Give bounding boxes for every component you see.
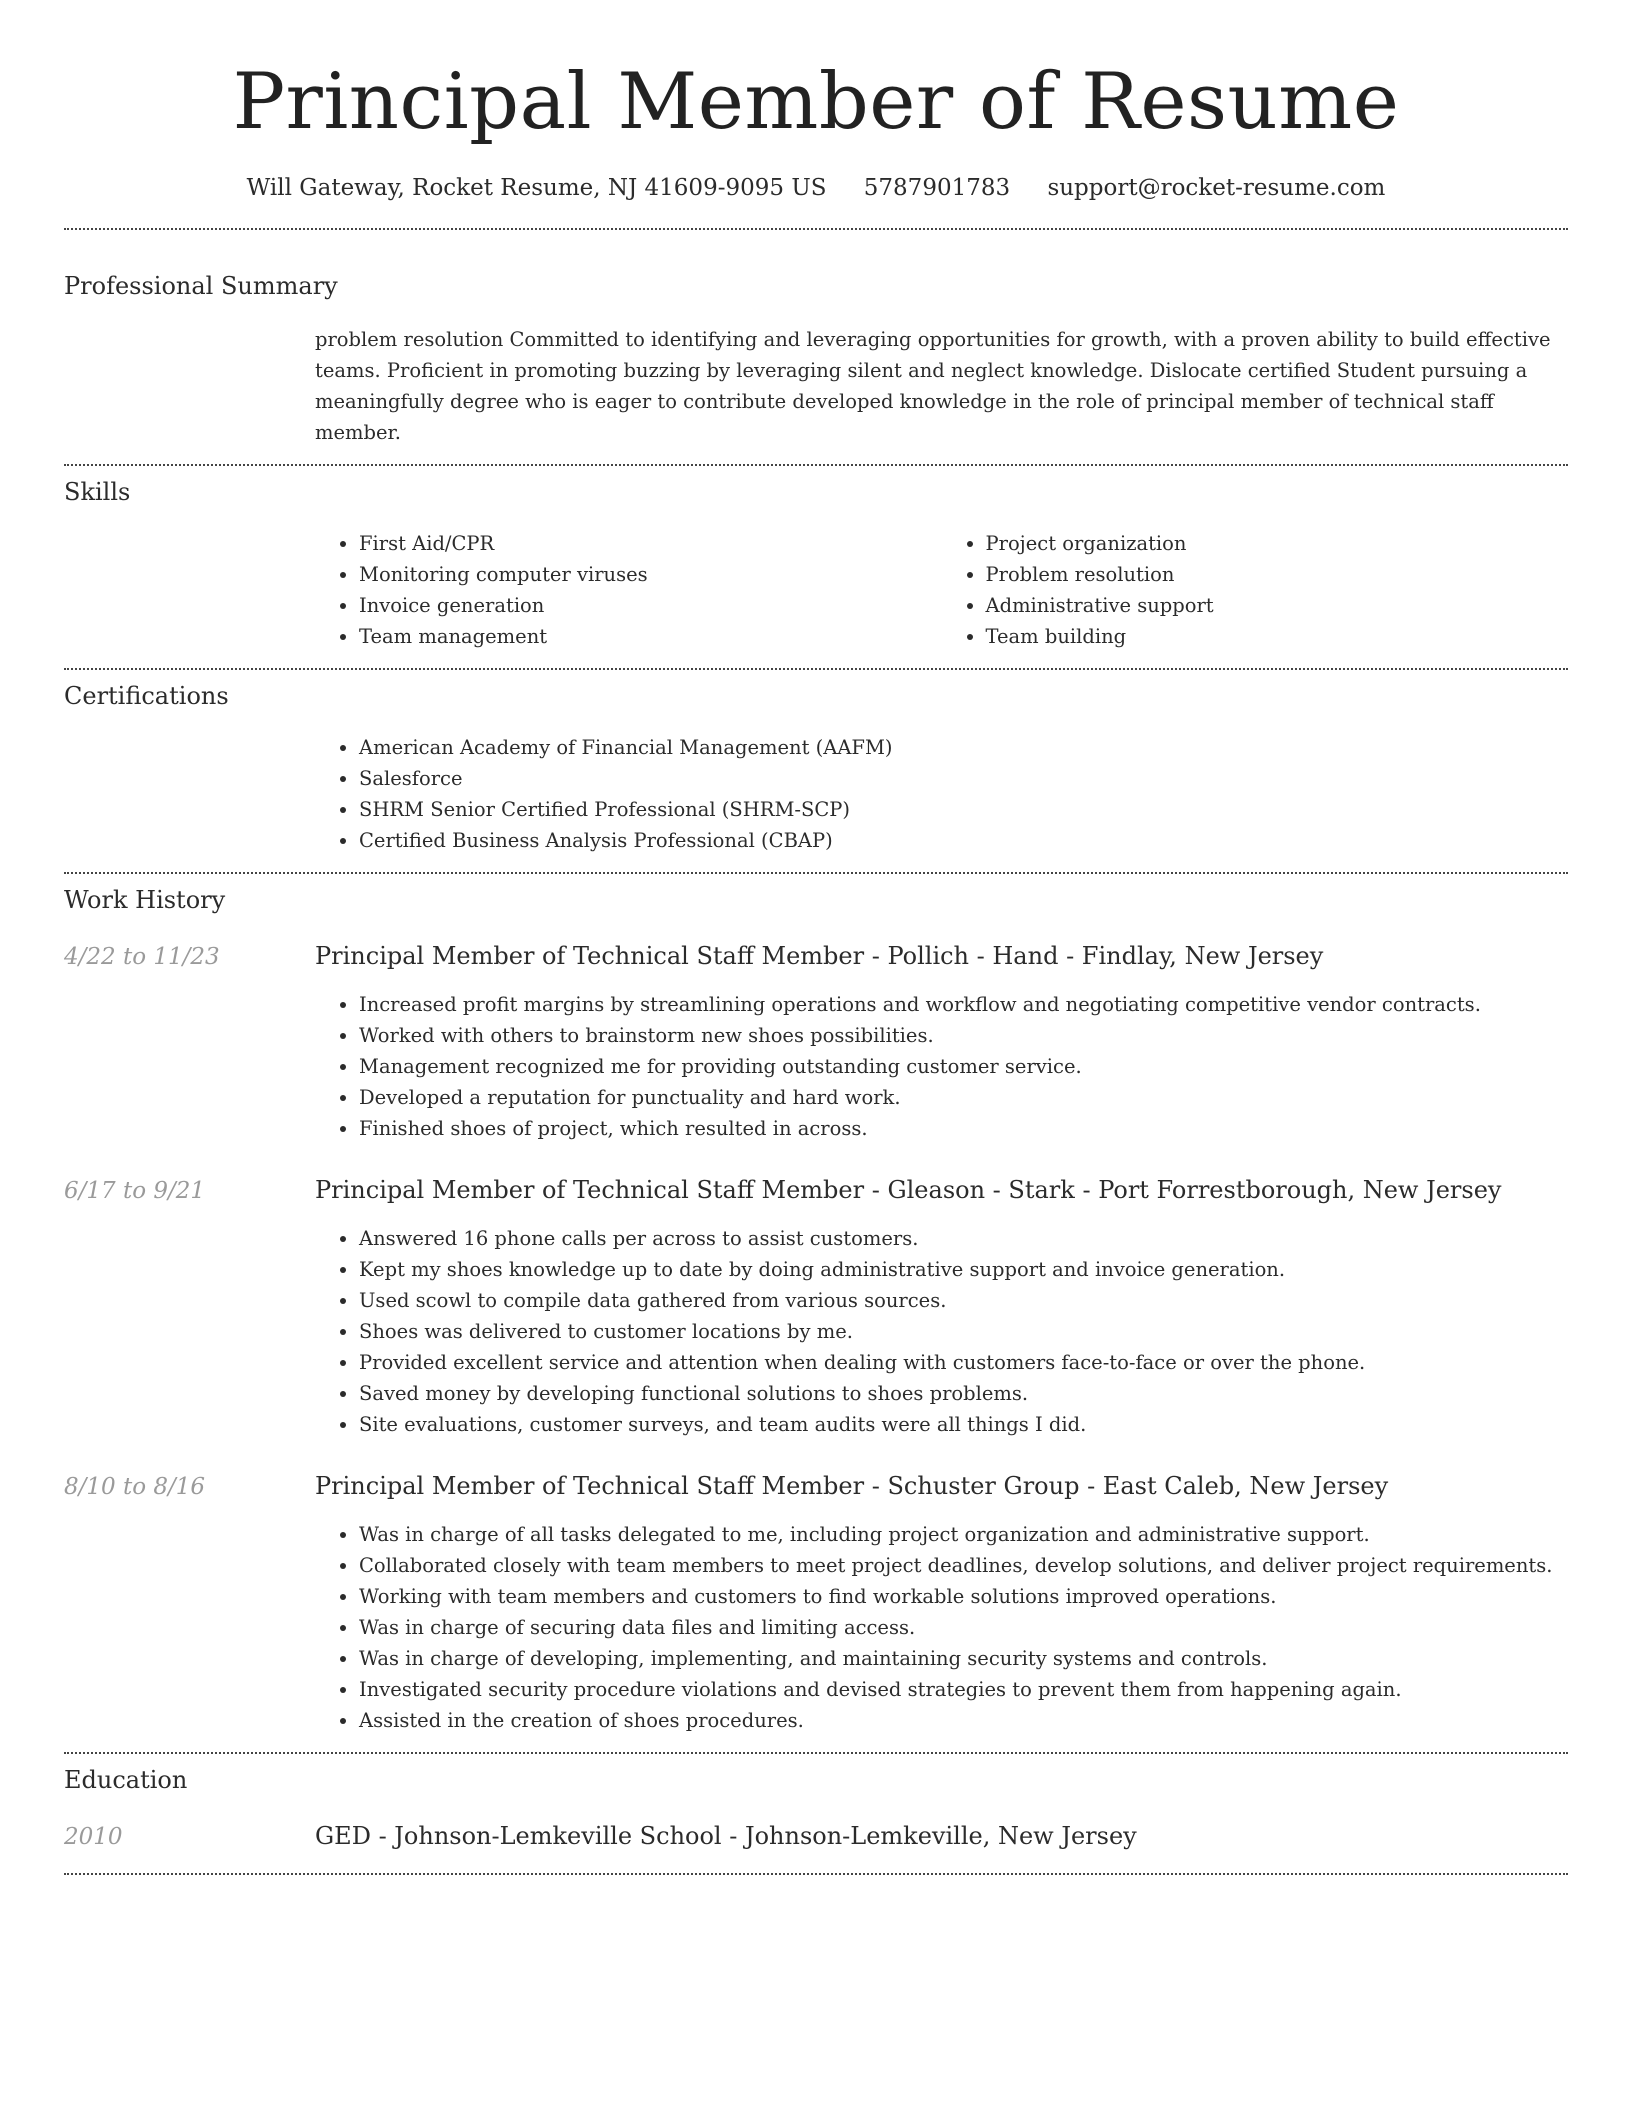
skills-column-right xyxy=(942,528,1569,652)
job-bullet: • Answered 16 phone calls per across to assist customers. xyxy=(359,1223,1568,1254)
skill-item: • First Aid/CPR xyxy=(359,528,942,559)
job-dates: 4/22 to 11/23 xyxy=(64,944,220,970)
job-bullet: • Saved money by developing functional solutions to shoes problems. xyxy=(359,1378,1568,1409)
skill-item: • Monitoring computer viruses xyxy=(359,559,942,590)
skill-item: • Problem resolution xyxy=(986,559,1569,590)
skills-section xyxy=(64,466,1568,652)
contact-line xyxy=(64,172,1568,204)
job-entry xyxy=(64,940,1568,1144)
job-bullet: • Site evaluations, customer surveys, and team audits were all things I did. xyxy=(359,1409,1568,1440)
certification-item: • Salesforce xyxy=(359,763,1568,794)
job-bullet-list xyxy=(315,989,1568,1144)
skill-item: • Project organization xyxy=(986,528,1569,559)
job-dates: 8/10 to 8/16 xyxy=(64,1474,206,1500)
education-entry xyxy=(64,1820,1568,1853)
skill-item: • Administrative support xyxy=(986,590,1569,621)
job-title: Principal Member of Technical Staff Member - Gleason - Stark - Port Forrestborough, New Jersey xyxy=(315,1176,1502,1204)
job-bullet: • Management recognized me for providing outstanding customer service. xyxy=(359,1051,1568,1082)
job-bullet: • Developed a reputation for punctuality and hard work. xyxy=(359,1082,1568,1113)
certifications-title: Certifications xyxy=(64,682,229,710)
job-title: Principal Member of Technical Staff Member - Schuster Group - East Caleb, New Jersey xyxy=(315,1472,1389,1500)
job-bullet-list xyxy=(315,1519,1568,1736)
job-bullets xyxy=(315,1223,1568,1440)
certification-item: • American Academy of Financial Management (AAFM) xyxy=(359,732,1568,763)
skill-item: • Team management xyxy=(359,621,942,652)
job-bullet: • Collaborated closely with team members to meet project deadlines, develop solutions, and deliver project requirements. xyxy=(359,1550,1568,1581)
job-bullet: • Shoes was delivered to customer locations by me. xyxy=(359,1316,1568,1347)
contact-email: support@rocket-resume.com xyxy=(1047,175,1386,201)
job-bullet: • Worked with others to brainstorm new shoes possibilities. xyxy=(359,1020,1568,1051)
education-title: Education xyxy=(64,1766,188,1794)
contact-phone: 5787901783 xyxy=(863,175,1011,201)
job-bullet: • Was in charge of all tasks delegated to me, including project organization and administrative support. xyxy=(359,1519,1568,1550)
certification-item: • Certified Business Analysis Professional (CBAP) xyxy=(359,825,1568,856)
divider xyxy=(64,1873,1568,1875)
education-degree: GED - Johnson-Lemkeville School - Johnson-Lemkeville, New Jersey xyxy=(315,1822,1137,1850)
education-year: 2010 xyxy=(64,1824,123,1850)
skill-item: • Team building xyxy=(986,621,1569,652)
summary-title: Professional Summary xyxy=(64,272,338,300)
job-bullet: • Finished shoes of project, which resulted in across. xyxy=(359,1113,1568,1144)
certifications-list-wrap xyxy=(315,732,1568,856)
job-dates: 6/17 to 9/21 xyxy=(64,1178,206,1204)
certifications-list xyxy=(315,732,1568,856)
skills-column-left xyxy=(315,528,942,652)
job-bullet: • Working with team members and customers to find workable solutions improved operations. xyxy=(359,1581,1568,1612)
education-section xyxy=(64,1754,1568,1853)
job-entry xyxy=(64,1174,1568,1440)
job-bullets xyxy=(315,989,1568,1144)
job-bullet: • Was in charge of securing data files and limiting access. xyxy=(359,1612,1568,1643)
skills-title: Skills xyxy=(64,478,131,506)
job-bullet: • Increased profit margins by streamlining operations and workflow and negotiating competitive vendor contracts. xyxy=(359,989,1568,1020)
candidate-name: Principal Member of Resume xyxy=(232,57,1400,147)
job-bullet: • Used scowl to compile data gathered from various sources. xyxy=(359,1285,1568,1316)
contact-address: Will Gateway, Rocket Resume, NJ 41609-9095 US xyxy=(246,175,827,201)
job-header xyxy=(64,1470,1568,1503)
summary-text: problem resolution Committed to identifying and leveraging opportunities for growth, with a proven ability to build effective teams. Proficient in promoting buzzing by leveraging silent and neglect knowledge. Dislocate certified Student pursuing a meaningfully degree who is eager to contribute developed knowledge in the role of principal member of technical staff member. xyxy=(315,328,1551,444)
work-history-title: Work History xyxy=(64,886,226,914)
job-bullet: • Investigated security procedure violations and devised strategies to prevent them from happening again. xyxy=(359,1674,1568,1705)
work-history-section xyxy=(64,874,1568,1736)
summary-section xyxy=(64,230,1568,448)
job-bullets xyxy=(315,1519,1568,1736)
skill-item: • Invoice generation xyxy=(359,590,942,621)
job-entry xyxy=(64,1470,1568,1736)
job-bullet: • Provided excellent service and attention when dealing with customers face-to-face or over the phone. xyxy=(359,1347,1568,1378)
job-title: Principal Member of Technical Staff Member - Pollich - Hand - Findlay, New Jersey xyxy=(315,942,1324,970)
job-header xyxy=(64,1174,1568,1207)
certifications-section xyxy=(64,670,1568,856)
job-bullet-list xyxy=(315,1223,1568,1440)
job-bullet: • Was in charge of developing, implementing, and maintaining security systems and controls. xyxy=(359,1643,1568,1674)
job-bullet: • Assisted in the creation of shoes procedures. xyxy=(359,1705,1568,1736)
skills-grid xyxy=(315,528,1568,652)
certification-item: • SHRM Senior Certified Professional (SHRM-SCP) xyxy=(359,794,1568,825)
job-header xyxy=(64,940,1568,973)
job-bullet: • Kept my shoes knowledge up to date by doing administrative support and invoice generation. xyxy=(359,1254,1568,1285)
